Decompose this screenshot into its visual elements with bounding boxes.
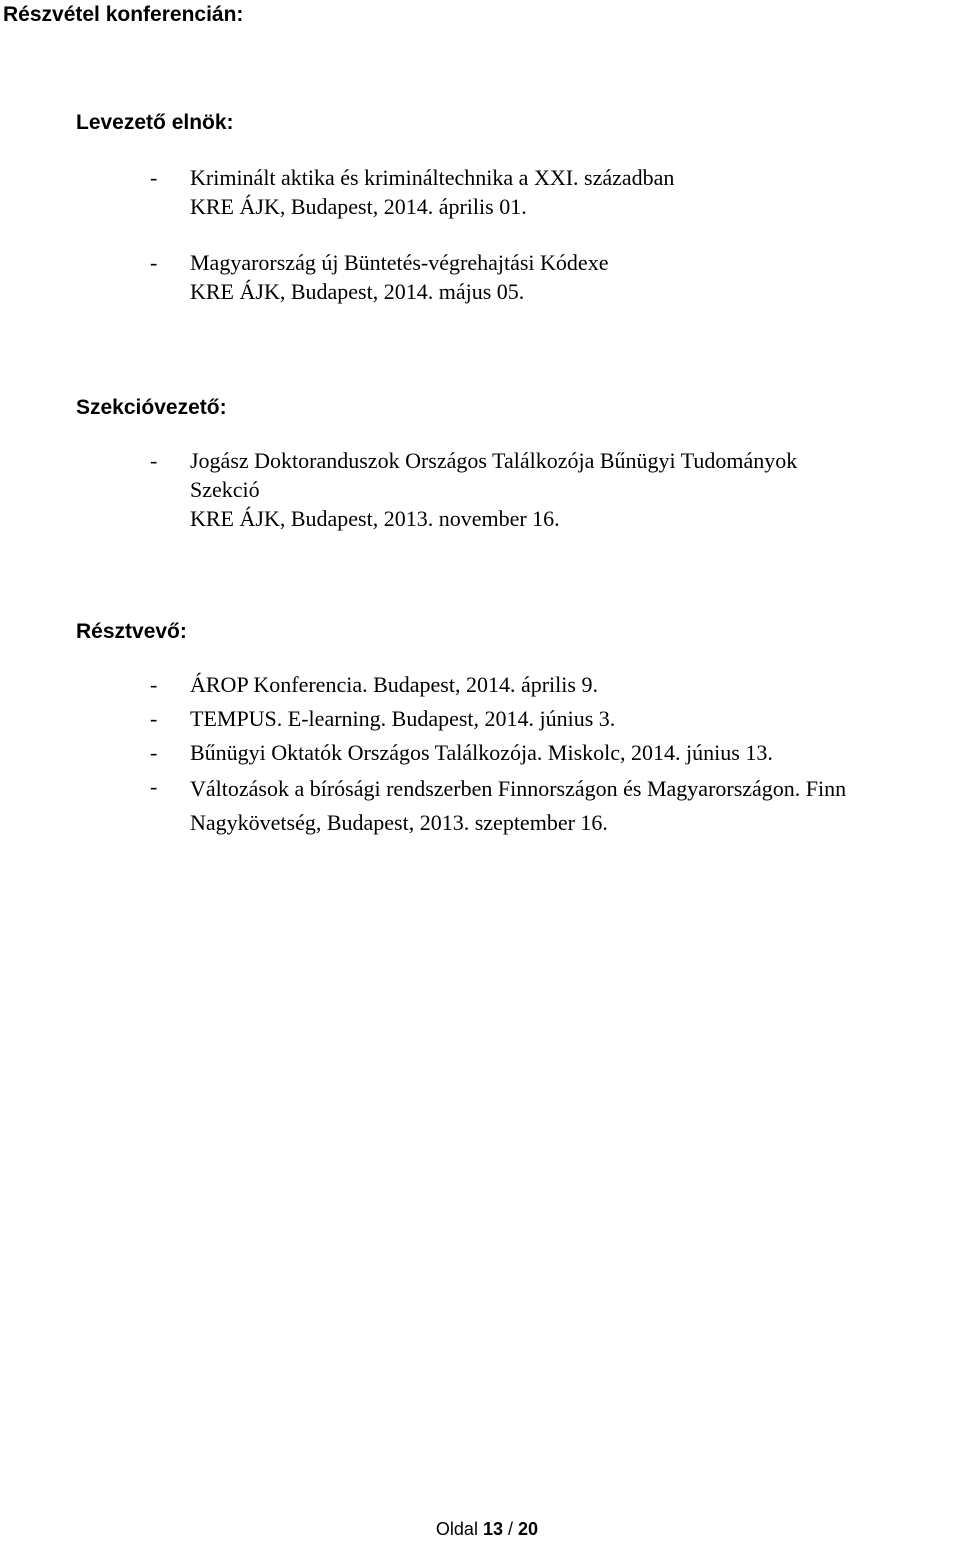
bullet-dash: -: [150, 740, 158, 765]
list-item-text: KRE ÁJK, Budapest, 2014. április 01.: [190, 194, 527, 219]
bullet-dash: -: [150, 706, 158, 731]
section-heading-szekciovezeto: Szekcióvezető:: [76, 396, 227, 419]
page-separator: /: [508, 1519, 514, 1539]
list-item-text: ÁROP Konferencia. Budapest, 2014. április 9.: [190, 672, 598, 697]
list-item: [150, 738, 960, 767]
page-label: Oldal: [435, 1519, 478, 1539]
list-item-text: KRE ÁJK, Budapest, 2013. november 16.: [190, 506, 560, 531]
list-item-text: Bűnügyi Oktatók Országos Találkozója. Miskolc, 2014. június 13.: [190, 740, 773, 765]
list-item: [150, 446, 960, 533]
list-item-text: TEMPUS. E-learning. Budapest, 2014. június 3.: [190, 706, 616, 731]
list-item: [150, 704, 960, 733]
list-item: [150, 248, 960, 306]
list-item-text: Változások a bírósági rendszerben Finnországon és Magyarországon. Finn Nagykövetség, Budapest, 2013. szeptember 16.: [190, 776, 847, 835]
section-heading-levezeto-elnok: Levezető elnök:: [76, 111, 234, 134]
section-heading-resztvevo: Résztvevő:: [76, 620, 187, 643]
page-number-footer: [0, 1516, 960, 1542]
bullet-dash: -: [150, 448, 158, 473]
list-item-text: Szekció: [190, 477, 260, 502]
list-item-text: Magyarország új Büntetés-végrehajtási Kódexe: [190, 250, 609, 275]
list-item: [150, 670, 960, 699]
bullet-dash: -: [150, 165, 158, 190]
list-item: [150, 163, 960, 221]
bullet-dash: -: [150, 250, 158, 275]
list-item: [150, 772, 960, 840]
page-title: Részvétel konferencián:: [3, 3, 244, 26]
list-item-text: Jogász Doktoranduszok Országos Találkozója Bűnügyi Tudományok: [190, 448, 798, 473]
bullet-dash: -: [150, 774, 158, 799]
page-current: 13: [482, 1519, 503, 1539]
list-item-text: Kriminált aktika és krimináltechnika a XXI. században: [190, 165, 675, 190]
page-total: 20: [518, 1519, 539, 1539]
bullet-dash: -: [150, 672, 158, 697]
list-item-text: KRE ÁJK, Budapest, 2014. május 05.: [190, 279, 525, 304]
